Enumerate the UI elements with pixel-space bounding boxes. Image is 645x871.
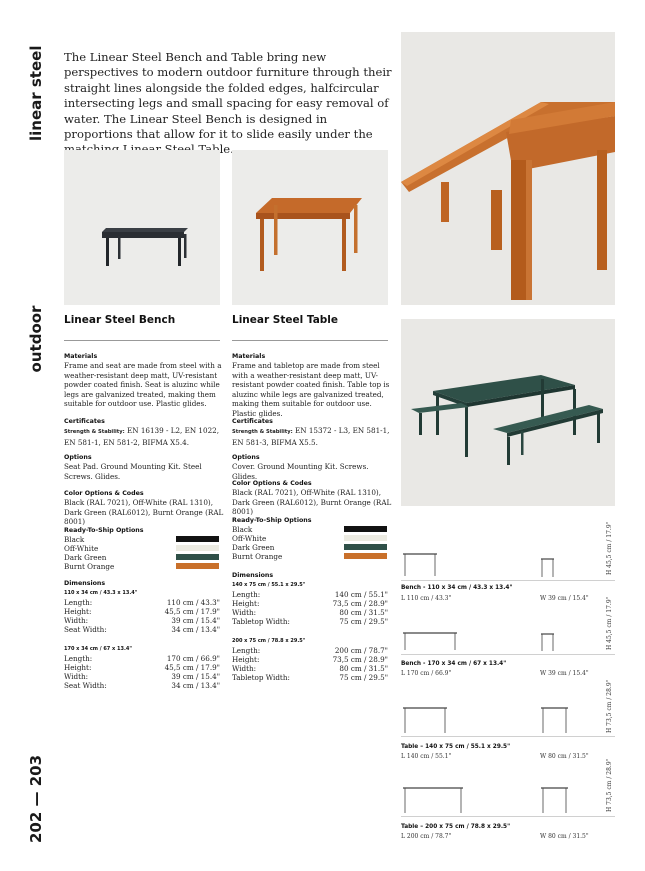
table-colors-text: Black (RAL 7021), Off-White (RAL 1310), Dark Green (RAL6012), Burnt Orange (RAL 8001) [232,488,392,517]
table-variant-1-label: 140 x 75 cm / 55.1 x 29.5" [232,582,306,588]
table-rts-burntorange: Burnt Orange [232,552,283,561]
bench-v1-length [64,598,220,607]
drawing-3-length: L 140 cm / 55.1" [401,753,452,760]
orange-closeup-photo [401,32,615,305]
table-certificates-heading: Certificates [232,418,273,425]
bench-rts-darkgreen: Dark Green [64,553,107,562]
drawing-3-title: Table – 140 x 75 cm / 55.1 x 29.5" [401,744,511,750]
drawing-2-length: L 170 cm / 66.9" [401,670,452,677]
drawing-1-height: H 45,5 cm / 17.9" [606,521,613,575]
intro-paragraph: The Linear Steel Bench and Table bring new perspectives to modern outdoor furniture through their straight lines alongside the folded edges, halfcircular intersecting legs and small spacing for easy removal of water. The Linear Steel Bench is designed in proportions that allow for it to slide easily under the [64,50,392,142]
bench-rts-burntorange: Burnt Orange [64,562,115,571]
bench-v2-seatwidth [64,681,220,690]
bench-materials-heading: Materials [64,353,98,360]
page-numbers: 202 — 203 [27,754,45,844]
row-key: Length: [64,598,93,607]
table-title: Linear Steel Table [232,314,339,326]
table-swatch-black [344,526,387,532]
drawing-bench-170-end [540,632,556,652]
table-materials-heading: Materials [232,353,266,360]
drawing-4-height: H 73,5 cm / 28.9" [606,758,613,812]
row-key: Tabletop Width: [232,673,290,682]
table-cert-value: EN 15372 - L3, EN 581-1, EN 581-3, BIFMA X5.5. [232,426,390,447]
bench-dimensions-heading: Dimensions [64,580,106,587]
table-rts-black: Black [232,525,253,534]
drawing-bench-110-end [540,556,556,578]
drawing-table-200-end [540,785,570,815]
table-rts-offwhite: Off-White [232,534,267,543]
row-value: 110 cm / 43.3" [166,598,220,607]
row-value: 73,5 cm / 28.9" [332,655,388,664]
bench-cert-value: EN 16139 - L2, EN 1022, EN 581-1, EN 581-2, BIFMA X5.4. [64,426,220,447]
drawing-bench-110-side [401,548,441,578]
row-value: 200 cm / 78.7" [334,646,388,655]
row-value: 34 cm / 13.4" [171,681,220,690]
bench-v1-width [64,616,220,625]
row-key: Seat Width: [64,625,107,634]
drawing-baseline [401,580,615,581]
row-key: Tabletop Width: [232,617,290,626]
bench-v2-height [64,663,220,672]
drawing-1-width: W 39 cm / 15.4" [540,595,589,602]
row-key: Width: [64,616,89,625]
drawing-4-title: Table – 200 x 75 cm / 78.8 x 29.5" [401,824,511,830]
bench-cert-label: Strength & Stability: [64,429,125,435]
table-v1-height [232,599,388,608]
row-value: 73,5 cm / 28.9" [332,599,388,608]
collection-label: linear steel [27,45,45,141]
row-key: Width: [232,664,257,673]
drawing-2-title: Bench - 170 x 34 cm / 67 x 13.4" [401,661,507,667]
drawing-1-length: L 110 cm / 43.3" [401,595,452,602]
drawing-3-height: H 73,5 cm / 28.9" [606,679,613,733]
row-value: 75 cm / 29.5" [339,617,388,626]
table-v2-width [232,664,388,673]
bench-materials-text: Frame and seat are made from steel with a weather-resistant deep matt, UV-resistant powder coated finish. Seat is aluzinc while legs are galvanized treated, making them suitable for outdoor use. Plastic glides. [64,361,222,409]
row-key: Height: [232,655,260,664]
row-value: 80 cm / 31.5" [339,664,388,673]
drawing-4-width: W 80 cm / 31.5" [540,833,589,840]
table-photo [232,150,388,305]
table-v1-width [232,608,388,617]
table-colors-heading: Color Options & Codes [232,480,312,487]
table-v2-topwidth [232,673,388,682]
drawing-3-width: W 80 cm / 31.5" [540,753,589,760]
table-options-heading: Options [232,454,260,461]
row-key: Width: [232,608,257,617]
bench-swatch-black [176,536,219,542]
drawing-table-140-side [401,705,451,735]
row-key: Height: [64,607,92,616]
table-dimensions-heading: Dimensions [232,572,274,579]
row-value: 34 cm / 13.4" [171,625,220,634]
bench-swatch-darkgreen [176,554,219,560]
table-v1-topwidth [232,617,388,626]
drawing-baseline [401,654,615,655]
row-value: 45,5 cm / 17.9" [164,607,220,616]
drawing-2-height: H 45,5 cm / 17.9" [606,596,613,650]
row-key: Length: [232,590,261,599]
table-swatch-offwhite [344,535,387,541]
bench-certificates-heading: Certificates [64,418,105,425]
bench-options-heading: Options [64,454,92,461]
table-swatch-burntorange [344,553,387,559]
category-label: outdoor [27,305,45,373]
drawing-table-200-side [401,785,467,815]
bench-rts-heading: Ready-To-Ship Options [64,527,144,534]
bench-certificates-text [64,426,224,447]
row-value: 170 cm / 66.9" [166,654,220,663]
drawing-bench-170-side [401,630,461,652]
green-set-photo [401,319,615,506]
row-key: Height: [64,663,92,672]
table-v2-length [232,646,388,655]
drawing-4-length: L 200 cm / 78.7" [401,833,452,840]
table-cert-label: Strength & Stability: [232,429,293,435]
bench-photo [64,150,220,305]
bench-v2-width [64,672,220,681]
row-value: 45,5 cm / 17.9" [164,663,220,672]
bench-swatch-burntorange [176,563,219,569]
drawing-baseline [401,736,615,737]
bench-title: Linear Steel Bench [64,314,176,326]
row-key: Length: [64,654,93,663]
bench-options-text: Seat Pad. Ground Mounting Kit. Steel Screws. Glides. [64,462,202,481]
bench-divider [64,340,220,341]
table-materials-text: Frame and tabletop are made from steel with a weather-resistant deep matt, UV-resistant powder coated finish. Table top is aluzinc while legs are galvanized treated, making them suitable for outdoor use. Plastic glides. [232,361,390,418]
bench-v2-length [64,654,220,663]
bench-colors-heading: Color Options & Codes [64,490,144,497]
row-value: 80 cm / 31.5" [339,608,388,617]
bench-v1-height [64,607,220,616]
table-options-text: Cover. Ground Mounting Kit. Screws. Glides. [232,462,369,481]
row-value: 39 cm / 15.4" [171,616,220,625]
row-value: 39 cm / 15.4" [171,672,220,681]
row-key: Length: [232,646,261,655]
drawing-baseline [401,816,615,817]
table-rts-heading: Ready-To-Ship Options [232,517,312,524]
drawing-table-140-end [540,705,570,735]
row-value: 75 cm / 29.5" [339,673,388,682]
bench-v1-seatwidth [64,625,220,634]
bench-rts-offwhite: Off-White [64,544,99,553]
bench-swatch-offwhite [176,545,219,551]
bench-rts-black: Black [64,535,85,544]
drawing-1-title: Bench - 110 x 34 cm / 43.3 x 13.4" [401,585,513,591]
table-rts-darkgreen: Dark Green [232,543,275,552]
row-value: 140 cm / 55.1" [334,590,388,599]
table-swatch-darkgreen [344,544,387,550]
bench-variant-1-label: 110 x 34 cm / 43.3 x 13.4" [64,590,138,596]
drawing-2-width: W 39 cm / 15.4" [540,670,589,677]
table-v1-length [232,590,388,599]
table-divider [232,340,388,341]
table-v2-height [232,655,388,664]
table-certificates-text [232,426,392,447]
row-key: Width: [64,672,89,681]
row-key: Seat Width: [64,681,107,690]
row-key: Height: [232,599,260,608]
table-variant-2-label: 200 x 75 cm / 78.8 x 29.5" [232,638,306,644]
bench-variant-2-label: 170 x 34 cm / 67 x 13.4" [64,646,132,652]
bench-colors-text: Black (RAL 7021), Off-White (RAL 1310), Dark Green (RAL6012), Burnt Orange (RAL 8001) [64,498,224,527]
